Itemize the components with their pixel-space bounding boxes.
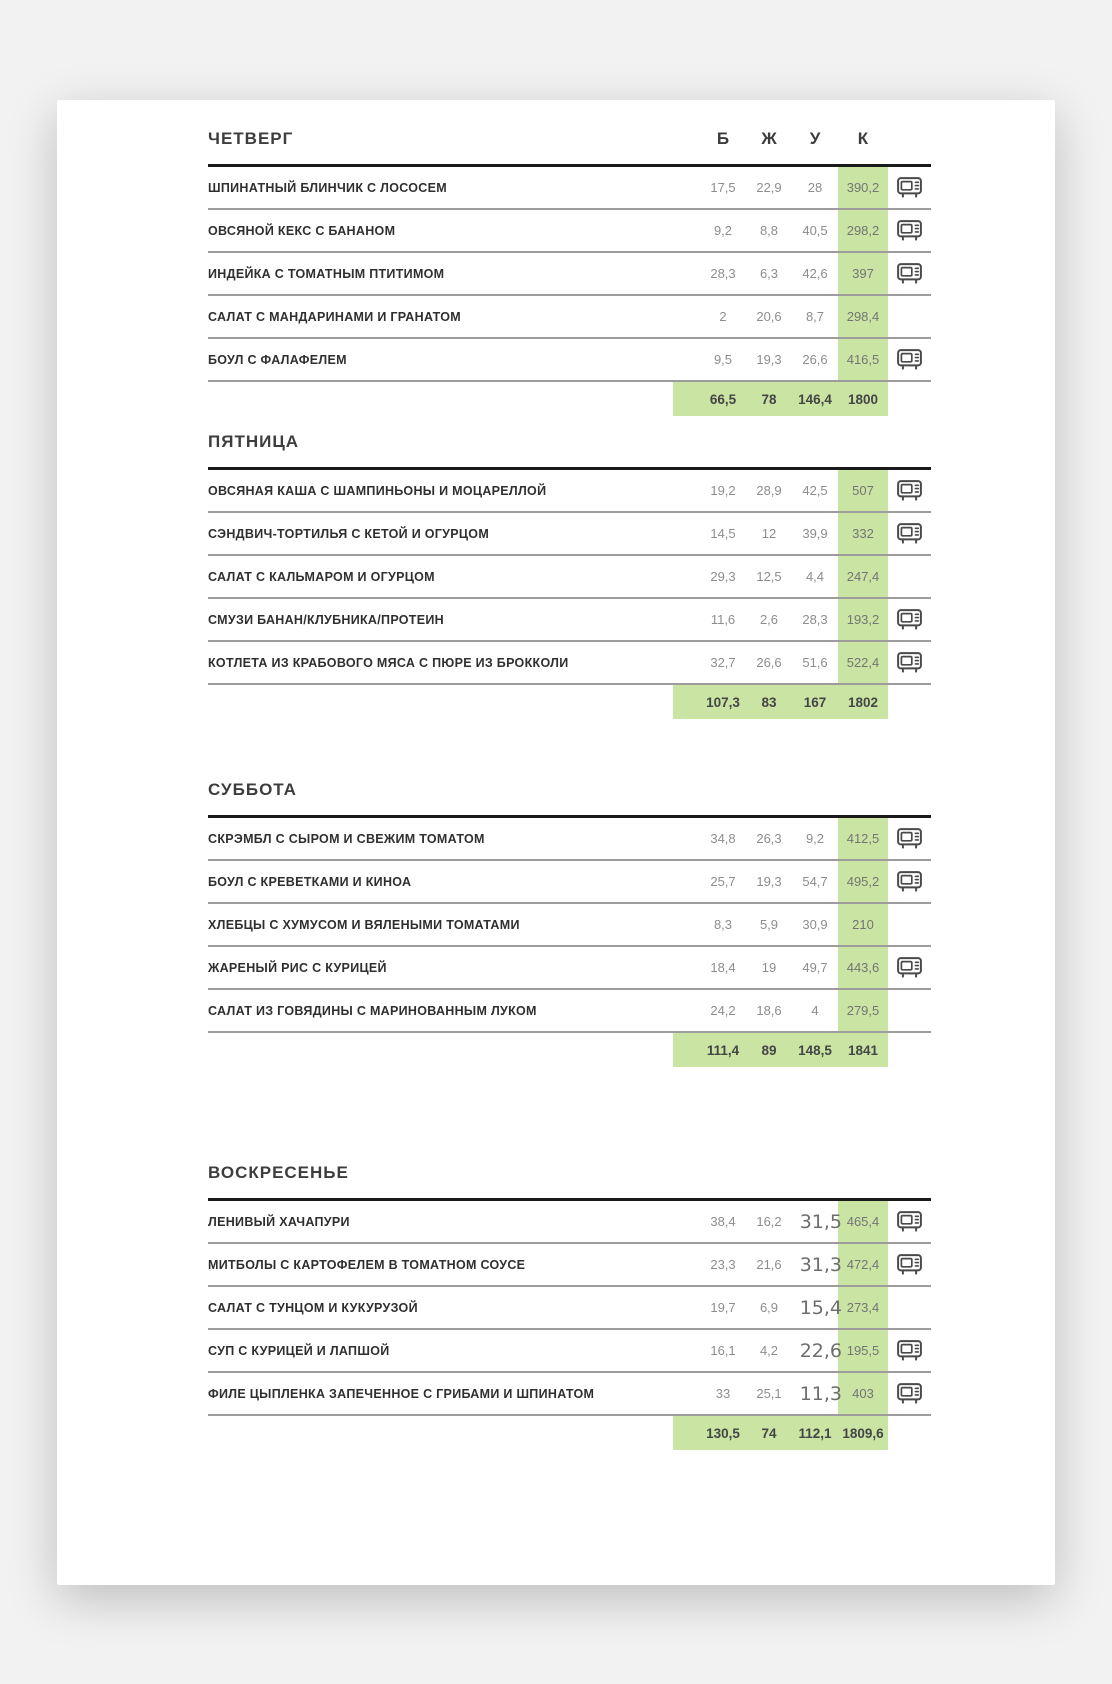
microwave-icon	[897, 1211, 922, 1232]
day-totals-row	[208, 685, 931, 719]
microwave-icon	[897, 1340, 922, 1361]
day-totals	[673, 382, 888, 416]
carbs-value: 11,3	[799, 1382, 842, 1405]
carbs-value: 15,4	[799, 1296, 842, 1319]
calories-value: 472,4	[838, 1244, 888, 1285]
total-fat: 78	[761, 391, 777, 407]
microwave-icon	[897, 609, 922, 630]
fat-value: 20,6	[756, 309, 782, 324]
day-header	[208, 417, 931, 470]
column-header-fat: Ж	[761, 129, 777, 148]
meal-row	[208, 337, 931, 380]
carbs-value: 39,9	[802, 526, 828, 541]
protein-value: 24,2	[710, 1003, 736, 1018]
day-section	[208, 417, 931, 719]
calories-value: 247,4	[838, 556, 888, 597]
carbs-value: 54,7	[802, 874, 828, 889]
meal-row	[208, 167, 931, 208]
meal-name: СМУЗИ БАНАН/КЛУБНИКА/ПРОТЕИН	[208, 612, 444, 627]
meal-row	[208, 859, 931, 902]
fat-value: 12,5	[756, 569, 782, 584]
meal-rows	[208, 818, 931, 1033]
fat-value: 6,9	[759, 1300, 779, 1315]
fat-value: 2,6	[759, 612, 779, 627]
protein-value: 25,7	[710, 874, 736, 889]
protein-value: 32,7	[710, 655, 736, 670]
protein-value: 17,5	[710, 180, 736, 195]
day-section	[208, 114, 931, 416]
carbs-value: 40,5	[802, 223, 828, 238]
protein-value: 19,2	[710, 483, 736, 498]
protein-value: 34,8	[710, 831, 736, 846]
calories-value: 279,5	[838, 990, 888, 1031]
fat-value: 22,9	[756, 180, 782, 195]
meal-row	[208, 251, 931, 294]
meal-row	[208, 1242, 931, 1285]
meal-plan-document	[57, 100, 1055, 1585]
column-header-carbs: У	[809, 129, 821, 148]
meal-name: ОВСЯНАЯ КАША С ШАМПИНЬОНЫ И МОЦАРЕЛЛОЙ	[208, 483, 547, 498]
protein-value: 8,3	[713, 917, 733, 932]
meal-name: САЛАТ С КАЛЬМАРОМ И ОГУРЦОМ	[208, 569, 435, 584]
fat-value: 5,9	[759, 917, 779, 932]
protein-value: 14,5	[710, 526, 736, 541]
fat-value: 12	[761, 526, 777, 541]
protein-value: 9,2	[713, 223, 733, 238]
carbs-value: 4	[811, 1003, 819, 1018]
day-totals	[673, 685, 888, 719]
meal-name: МИТБОЛЫ С КАРТОФЕЛЕМ В ТОМАТНОМ СОУСЕ	[208, 1257, 526, 1272]
column-header-protein: Б	[716, 129, 730, 148]
day-title: ВОСКРЕСЕНЬЕ	[208, 1163, 349, 1182]
calories-value: 507	[838, 470, 888, 511]
meal-name: ФИЛЕ ЦЫПЛЕНКА ЗАПЕЧЕННОЕ С ГРИБАМИ И ШПИНАТОМ	[208, 1386, 595, 1401]
meal-name: СЭНДВИЧ-ТОРТИЛЬЯ С КЕТОЙ И ОГУРЦОМ	[208, 526, 490, 541]
total-carbs: 148,5	[798, 1042, 832, 1058]
total-fat: 83	[761, 694, 777, 710]
microwave-icon	[897, 480, 922, 501]
meal-name: САЛАТ С МАНДАРИНАМИ И ГРАНАТОМ	[208, 309, 462, 324]
microwave-icon	[897, 652, 922, 673]
meal-name: САЛАТ ИЗ ГОВЯДИНЫ С МАРИНОВАННЫМ ЛУКОМ	[208, 1003, 537, 1018]
carbs-value: 4,4	[805, 569, 825, 584]
total-fat: 89	[761, 1042, 777, 1058]
day-totals-row	[208, 1033, 931, 1067]
microwave-icon	[897, 349, 922, 370]
protein-value: 19,7	[710, 1300, 736, 1315]
protein-value: 18,4	[710, 960, 736, 975]
total-protein: 130,5	[706, 1425, 740, 1441]
meal-row	[208, 988, 931, 1031]
meal-name: ХЛЕБЦЫ С ХУМУСОМ И ВЯЛЕНЫМИ ТОМАТАМИ	[208, 917, 520, 932]
calories-value: 397	[838, 253, 888, 294]
carbs-value: 28	[807, 180, 823, 195]
total-fat: 74	[761, 1425, 777, 1441]
meal-name: ЛЕНИВЫЙ ХАЧАПУРИ	[208, 1214, 350, 1229]
day-section	[208, 1148, 931, 1450]
meal-name: СУП С КУРИЦЕЙ И ЛАПШОЙ	[208, 1343, 390, 1358]
calories-value: 332	[838, 513, 888, 554]
protein-value: 11,6	[710, 612, 736, 627]
fat-value: 26,3	[756, 831, 782, 846]
meal-row	[208, 1285, 931, 1328]
total-protein: 111,4	[706, 1042, 740, 1058]
fat-value: 26,6	[756, 655, 782, 670]
protein-value: 2	[719, 309, 727, 324]
meal-name: ШПИНАТНЫЙ БЛИНЧИК С ЛОСОСЕМ	[208, 180, 447, 195]
fat-value: 19,3	[756, 874, 782, 889]
protein-value: 23,3	[710, 1257, 736, 1272]
calories-value: 298,4	[838, 296, 888, 337]
total-carbs: 146,4	[798, 391, 832, 407]
meal-name: БОУЛ С ФАЛАФЕЛЕМ	[208, 352, 347, 367]
calories-value: 412,5	[838, 818, 888, 859]
protein-value: 9,5	[713, 352, 733, 367]
day-totals	[673, 1033, 888, 1067]
calories-value: 443,6	[838, 947, 888, 988]
fat-value: 16,2	[756, 1214, 782, 1229]
microwave-icon	[897, 220, 922, 241]
day-title: СУББОТА	[208, 780, 297, 799]
day-header	[208, 1148, 931, 1201]
microwave-icon	[897, 957, 922, 978]
meal-name: ЖАРЕНЫЙ РИС С КУРИЦЕЙ	[208, 960, 387, 975]
carbs-value: 26,6	[802, 352, 828, 367]
protein-value: 33	[715, 1386, 731, 1401]
meal-name: ОВСЯНОЙ КЕКС С БАНАНОМ	[208, 223, 396, 238]
day-section	[208, 765, 931, 1067]
meal-row	[208, 470, 931, 511]
carbs-value: 31,5	[799, 1210, 842, 1233]
meal-rows	[208, 1201, 931, 1416]
protein-value: 38,4	[710, 1214, 736, 1229]
carbs-value: 31,3	[799, 1253, 842, 1276]
microwave-icon	[897, 523, 922, 544]
microwave-icon	[897, 828, 922, 849]
total-calories: 1841	[847, 1042, 879, 1058]
total-calories: 1800	[847, 391, 879, 407]
meal-name: САЛАТ С ТУНЦОМ И КУКУРУЗОЙ	[208, 1300, 418, 1315]
total-protein: 107,3	[706, 694, 740, 710]
fat-value: 4,2	[759, 1343, 779, 1358]
meal-row	[208, 818, 931, 859]
fat-value: 6,3	[759, 266, 779, 281]
meal-row	[208, 945, 931, 988]
fat-value: 21,6	[756, 1257, 782, 1272]
meal-row	[208, 208, 931, 251]
day-title: ПЯТНИЦА	[208, 432, 300, 451]
total-carbs: 167	[803, 694, 827, 710]
meal-name: БОУЛ С КРЕВЕТКАМИ И КИНОА	[208, 874, 412, 889]
carbs-value: 42,6	[802, 266, 828, 281]
total-calories: 1809,6	[842, 1425, 884, 1441]
day-title: ЧЕТВЕРГ	[208, 129, 294, 148]
meal-row	[208, 554, 931, 597]
meal-name: КОТЛЕТА ИЗ КРАБОВОГО МЯСА С ПЮРЕ ИЗ БРОККОЛИ	[208, 655, 569, 670]
fat-value: 19,3	[756, 352, 782, 367]
day-totals	[673, 1416, 888, 1450]
total-carbs: 112,1	[798, 1425, 832, 1441]
meal-row	[208, 1201, 931, 1242]
column-header-calories: К	[857, 129, 869, 148]
meal-row	[208, 1371, 931, 1414]
calories-value: 195,5	[838, 1330, 888, 1371]
calories-value: 465,4	[838, 1201, 888, 1242]
carbs-value: 49,7	[802, 960, 828, 975]
calories-value: 416,5	[838, 339, 888, 380]
day-totals-row	[208, 382, 931, 416]
meal-rows	[208, 167, 931, 382]
carbs-value: 42,5	[802, 483, 828, 498]
meal-row	[208, 640, 931, 683]
meal-row	[208, 511, 931, 554]
calories-value: 298,2	[838, 210, 888, 251]
calories-value: 495,2	[838, 861, 888, 902]
microwave-icon	[897, 871, 922, 892]
meal-name: ИНДЕЙКА С ТОМАТНЫМ ПТИТИМОМ	[208, 266, 445, 281]
meal-row	[208, 902, 931, 945]
microwave-icon	[897, 177, 922, 198]
carbs-value: 9,2	[805, 831, 825, 846]
microwave-icon	[897, 1383, 922, 1404]
fat-value: 19	[761, 960, 777, 975]
fat-value: 25,1	[756, 1386, 782, 1401]
calories-value: 193,2	[838, 599, 888, 640]
fat-value: 28,9	[756, 483, 782, 498]
carbs-value: 28,3	[802, 612, 828, 627]
protein-value: 29,3	[710, 569, 736, 584]
total-calories: 1802	[847, 694, 879, 710]
calories-value: 522,4	[838, 642, 888, 683]
calories-value: 210	[838, 904, 888, 945]
day-header	[208, 765, 931, 818]
carbs-value: 51,6	[802, 655, 828, 670]
microwave-icon	[897, 1254, 922, 1275]
fat-value: 8,8	[759, 223, 779, 238]
microwave-icon	[897, 263, 922, 284]
calories-value: 273,4	[838, 1287, 888, 1328]
meal-row	[208, 597, 931, 640]
meal-row	[208, 294, 931, 337]
calories-value: 390,2	[838, 167, 888, 208]
meal-rows	[208, 470, 931, 685]
meal-name: СКРЭМБЛ С СЫРОМ И СВЕЖИМ ТОМАТОМ	[208, 831, 485, 846]
day-totals-row	[208, 1416, 931, 1450]
meal-row	[208, 1328, 931, 1371]
calories-value: 403	[838, 1373, 888, 1414]
carbs-value: 22,6	[799, 1339, 842, 1362]
carbs-value: 30,9	[802, 917, 828, 932]
protein-value: 16,1	[710, 1343, 736, 1358]
protein-value: 28,3	[710, 266, 736, 281]
total-protein: 66,5	[709, 391, 737, 407]
carbs-value: 8,7	[805, 309, 825, 324]
fat-value: 18,6	[756, 1003, 782, 1018]
day-header	[208, 114, 931, 167]
